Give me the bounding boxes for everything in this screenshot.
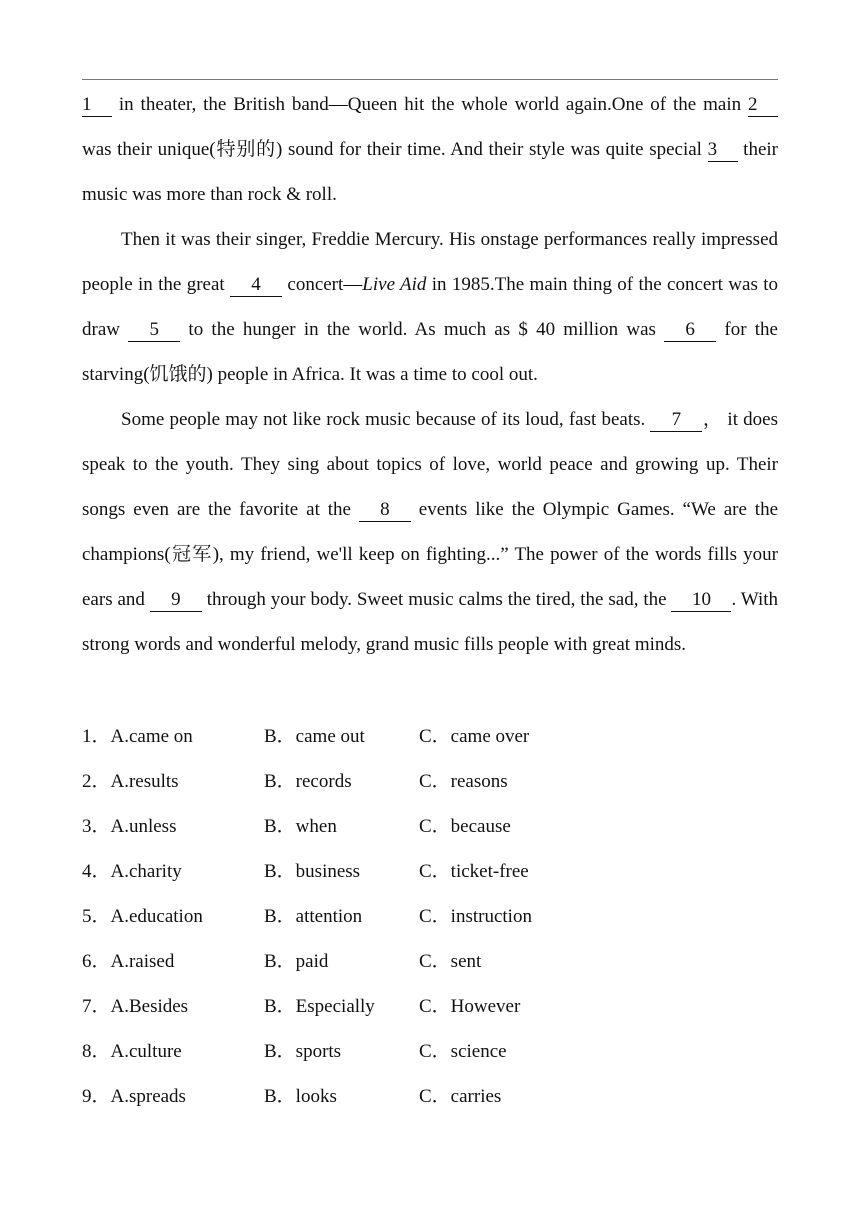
paragraph-2-text-4: to the hunger in the world. As much as $ 40 million was <box>180 319 665 340</box>
option-b[interactable]: B．paid <box>264 951 329 972</box>
option-b[interactable]: B．attention <box>264 906 363 927</box>
option-c[interactable]: C．instruction <box>419 906 532 927</box>
blank-10: 10 <box>671 589 731 612</box>
option-c[interactable]: C．reasons <box>419 771 508 792</box>
paragraph-1-text-2: was their unique(特别的) sound for their time. And their style was quite special <box>82 139 708 160</box>
option-a[interactable]: 6．A.raised <box>82 951 175 972</box>
option-row <box>82 804 778 849</box>
paragraph-3-text-2: ， it does speak to the youth. They sing about topics of love, world peace and growing up. Their songs even are the favorite at the <box>82 409 778 520</box>
option-b[interactable]: B．business <box>264 861 361 882</box>
blank-1: 1 <box>82 94 112 117</box>
option-row <box>82 984 778 1029</box>
paragraph-1 <box>82 82 778 217</box>
option-row <box>82 1029 778 1074</box>
paragraph-3-text-5: . With strong words and wonderful melody, grand music fills people with great minds. <box>82 589 779 655</box>
option-c[interactable]: C．came over <box>419 726 530 747</box>
option-b[interactable]: B．Especially <box>264 996 375 1017</box>
option-a[interactable]: 2．A.results <box>82 771 179 792</box>
paragraph-2-text-2: concert— <box>282 274 363 295</box>
option-row <box>82 939 778 984</box>
paragraph-3-text-3: events like the Olympic Games. “We are the champions(冠军), my friend, we'll keep on fighting...” The power of the words fills your ears and <box>82 499 779 610</box>
paragraph-3 <box>82 397 778 667</box>
option-a[interactable]: 5．A.education <box>82 906 203 927</box>
blank-8: 8 <box>359 499 411 522</box>
blank-5: 5 <box>128 319 180 342</box>
blank-6: 6 <box>664 319 716 342</box>
paragraph-2-text-5: for the starving(饥饿的) people in Africa. It was a time to cool out. <box>82 319 778 385</box>
option-a[interactable]: 3．A.unless <box>82 816 177 837</box>
option-c[interactable]: C．because <box>419 816 511 837</box>
option-row <box>82 894 778 939</box>
option-row <box>82 714 778 759</box>
option-row <box>82 849 778 894</box>
paragraph-2-text-3: in 1985.The main thing of the concert was to draw <box>82 274 778 340</box>
blank-2: 2 <box>748 94 778 117</box>
option-b[interactable]: B．sports <box>264 1041 342 1062</box>
option-c[interactable]: C．science <box>419 1041 507 1062</box>
paragraph-2 <box>82 217 778 397</box>
option-a[interactable]: 1．A.came on <box>82 726 193 747</box>
answer-options <box>82 714 778 1119</box>
paragraph-3-text-4: through your body. Sweet music calms the tired, the sad, the <box>201 589 672 610</box>
cloze-passage <box>82 82 778 667</box>
concert-name: Live Aid <box>362 274 427 295</box>
option-c[interactable]: C．carries <box>419 1086 502 1107</box>
option-b[interactable]: B．came out <box>264 726 365 747</box>
option-row <box>82 1074 778 1119</box>
option-c[interactable]: C．However <box>419 996 521 1017</box>
blank-7: 7 <box>650 409 702 432</box>
option-c[interactable]: C．ticket-free <box>419 861 529 882</box>
option-a[interactable]: 8．A.culture <box>82 1041 182 1062</box>
blank-3: 3 <box>708 139 738 162</box>
blank-9: 9 <box>150 589 202 612</box>
option-b[interactable]: B．looks <box>264 1086 337 1107</box>
blank-4: 4 <box>230 274 282 297</box>
option-a[interactable]: 7．A.Besides <box>82 996 189 1017</box>
option-c[interactable]: C．sent <box>419 951 482 972</box>
paragraph-1-text-1: in theater, the British band—Queen hit the whole world again.One of the main <box>112 94 748 115</box>
option-a[interactable]: 9．A.spreads <box>82 1086 186 1107</box>
paragraph-2-text-1: Then it was their singer, Freddie Mercury. His onstage performances really impressed people in the great <box>82 229 778 295</box>
paragraph-3-text-1: Some people may not like rock music because of its loud, fast beats. <box>121 409 651 430</box>
option-row <box>82 759 778 804</box>
paragraph-1-text-3: their music was more than rock & roll. <box>82 139 778 205</box>
option-b[interactable]: B．when <box>264 816 337 837</box>
header-rule <box>82 79 778 80</box>
option-b[interactable]: B．records <box>264 771 352 792</box>
option-a[interactable]: 4．A.charity <box>82 861 182 882</box>
